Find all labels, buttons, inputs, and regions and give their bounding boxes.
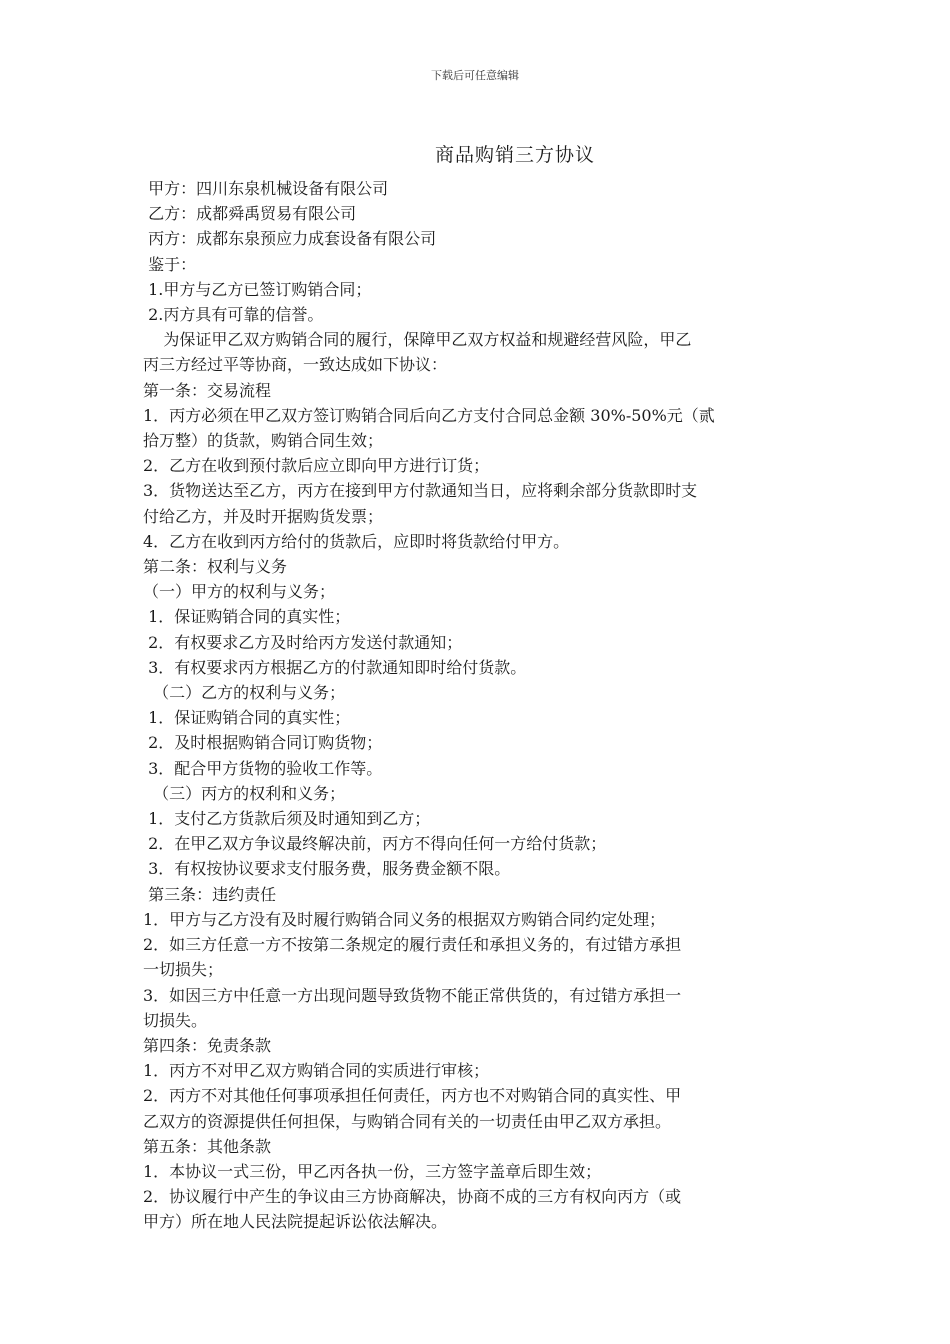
document-line: 2．在甲乙双方争议最终解决前，丙方不得向任何一方给付货款； [143,834,607,854]
document-line: 乙双方的资源提供任何担保，与购销合同有关的一切责任由甲乙双方承担。 [143,1111,672,1131]
header-note: 下载后可任意编辑 [431,69,519,82]
document-line: 第三条：违约责任 [143,884,277,904]
document-line: 3．配合甲方货物的验收工作等。 [143,758,383,778]
document-body [143,176,811,1235]
document-line: 1．保证购销合同的真实性； [143,708,351,728]
document-line: 第五条：其他条款 [143,1136,272,1156]
document-line: 2．如三方任意一方不按第二条规定的履行责任和承担义务的，有过错方承担 [143,935,682,955]
document-line: 一切损失； [143,960,224,980]
document-line: 第一条：交易流程 [143,380,272,400]
document-line: 1.甲方与乙方已签订购销合同； [143,279,372,299]
document-line: 1．本协议一式三份，甲乙丙各执一份，三方签字盖章后即生效； [143,1161,602,1181]
document-line: 第四条：免责条款 [143,1035,272,1055]
document-line: 2．及时根据购销合同订购货物； [143,733,383,753]
document-line: 2．有权要求乙方及时给丙方发送付款通知； [143,632,463,652]
document-line: 2．乙方在收到预付款后应立即向甲方进行订货； [143,456,490,476]
document-line: 1．保证购销合同的真实性； [143,607,351,627]
document-line: 第二条：权利与义务 [143,557,288,577]
document-line: 乙方：成都舜禹贸易有限公司 [143,204,357,224]
document-line: 3．有权按协议要求支付服务费，服务费金额不限。 [143,859,511,879]
document-line: 3．如因三方中任意一方出现问题导致货物不能正常供货的，有过错方承担一 [143,985,682,1005]
document-line: 3．有权要求丙方根据乙方的付款通知即时给付货款。 [143,657,527,677]
document-line: （二）乙方的权利与义务； [143,683,346,703]
document-line: 甲方）所在地人民法院提起诉讼依法解决。 [143,1212,448,1232]
document-line: 丙三方经过平等协商，一致达成如下协议： [143,355,448,375]
document-line: （一）甲方的权利与义务； [143,582,336,602]
document-line: 为保证甲乙双方购销合同的履行，保障甲乙双方权益和规避经营风险，甲乙 [143,330,692,350]
document-line: 3．货物送达至乙方，丙方在接到甲方付款通知当日，应将剩余部分货款即时支 [143,481,698,501]
document-line: 鉴于： [143,254,197,274]
document-line: 2.丙方具有可靠的信誉。 [143,305,324,325]
document-line: 付给乙方，并及时开据购货发票； [143,506,384,526]
document-line: 1．丙方必须在甲乙双方签订购销合同后向乙方支付合同总金额 30%-50%元（贰 [143,405,715,425]
document-line: 切损失。 [143,1010,208,1030]
document-line: （三）丙方的权利和义务； [143,783,346,803]
document-line: 甲方：四川东泉机械设备有限公司 [143,179,389,198]
document-title: 商品购销三方协议 [434,144,595,166]
document-line: 2．协议履行中产生的争议由三方协商解决，协商不成的三方有权向丙方（或 [143,1187,682,1207]
document-line: 1．甲方与乙方没有及时履行购销合同义务的根据双方购销合同约定处理； [143,909,666,929]
document-line: 丙方：成都东泉预应力成套设备有限公司 [143,229,437,249]
document-line: 拾万整）的货款，购销合同生效； [143,431,384,451]
document-line: 4．乙方在收到丙方给付的货款后，应即时将货款给付甲方。 [143,531,570,551]
document-line: 1．支付乙方货款后须及时通知到乙方； [143,809,431,829]
document-line: 2．丙方不对其他任何事项承担任何责任，丙方也不对购销合同的真实性、甲 [143,1086,682,1106]
document-line: 1．丙方不对甲乙双方购销合同的实质进行审核； [143,1061,490,1081]
